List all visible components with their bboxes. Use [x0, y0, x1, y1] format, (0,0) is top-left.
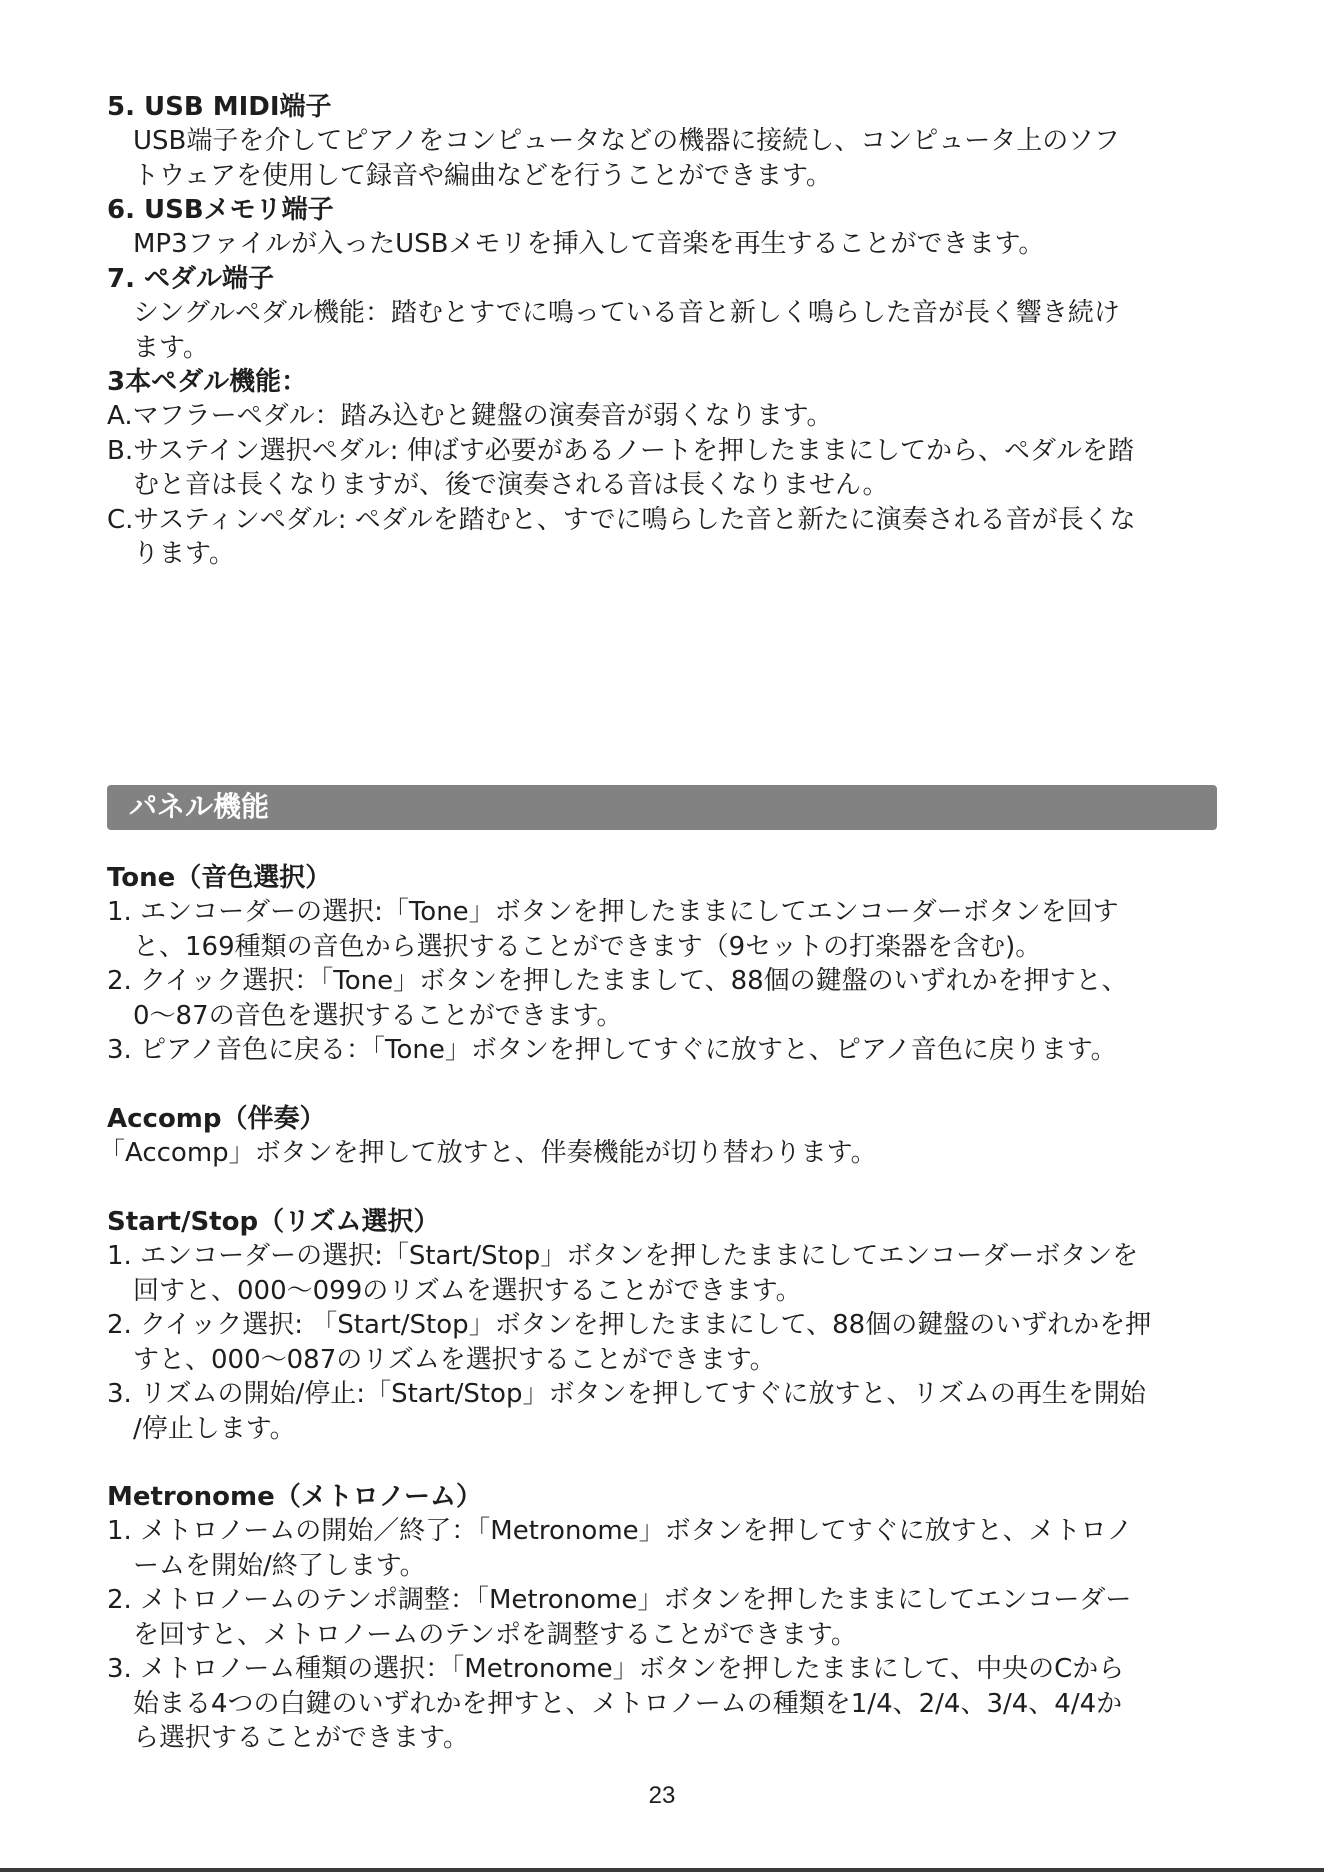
- pedal-item-c-continued: ります。: [133, 539, 235, 569]
- panel-functions-banner: [107, 785, 1217, 830]
- section-usb-memory: [107, 193, 1217, 262]
- body-line: トウェアを使用して録音や編曲などを行うことができます。: [133, 160, 832, 191]
- body-line: ます。: [133, 332, 209, 363]
- section-heading: 7. ペダル端子: [107, 264, 275, 294]
- body-line: USB端子を介してピアノをコンピュータなどの機器に接続し、コンピュータ上のソフ: [133, 126, 1120, 156]
- section-heading: 5. USB MIDI端子: [107, 92, 332, 122]
- body-line: 2. メトロノームのテンポ調整：「Metronome」ボタンを押したままにしてエンコーダー: [107, 1585, 1132, 1615]
- section-heading: Accomp（伴奏）: [107, 1104, 326, 1134]
- section-usb-midi: [107, 90, 1217, 193]
- body-line: 3. メトロノーム種類の選択：「Metronome」ボタンを押したままにして、中央のCから: [107, 1654, 1125, 1684]
- body-line: シングルペダル機能：踏むとすでに鳴っている音と新しく鳴らした音が長く響き続け: [133, 298, 1120, 328]
- pedal-item-b: B.サステイン選択ペダル: 伸ばす必要があるノートを押したままにしてから、ペダルを踏: [107, 435, 1134, 466]
- body-line: 2. クイック選択: 「Start/Stop」ボタンを押したままにして、88個の鍵盤のいずれかを押: [107, 1310, 1152, 1340]
- body-line: 回すと、000〜099のリズムを選択することができます。: [133, 1275, 802, 1306]
- pedal-item-b-continued: むと音は長くなりますが、後で演奏される音は長くなりません。: [133, 470, 889, 500]
- page-number: 23: [648, 1782, 676, 1809]
- section-heading: 3本ペダル機能：: [107, 367, 308, 397]
- body-line: 1. エンコーダーの選択:「Tone」ボタンを押したままにしてエンコーダーボタンを回す: [107, 897, 1119, 927]
- pedal-item-a: A.マフラーペダル：踏み込むと鍵盤の演奏音が弱くなります。: [107, 401, 833, 431]
- section-heading: 6. USBメモリ端子: [107, 195, 334, 225]
- section-pedal: [107, 262, 1217, 365]
- body-line: ームを開始/終了します。: [133, 1550, 426, 1581]
- body-line: MP3ファイルが入ったUSBメモリを挿入して音楽を再生することができます。: [133, 229, 1045, 259]
- section-heading: Start/Stop（リズム選択）: [107, 1207, 440, 1237]
- body-line: を回すと、メトロノームのテンポを調整することができます。: [133, 1619, 857, 1650]
- section-three-pedal: [107, 365, 1217, 572]
- banner-title: パネル機能: [129, 790, 270, 823]
- body-line: 1. エンコーダーの選択:「Start/Stop」ボタンを押したままにしてエンコーダーボタンを: [107, 1241, 1139, 1271]
- section-start-stop: [107, 1205, 1217, 1446]
- body-line: ら選択することができます。: [133, 1723, 469, 1753]
- body-line: 0〜87の音色を選択することができます。: [133, 1000, 623, 1031]
- body-line: 3. ピアノ音色に戻る：「Tone」ボタンを押してすぐに放すと、ピアノ音色に戻ります。: [107, 1035, 1117, 1065]
- section-heading: Tone（音色選択）: [107, 863, 332, 893]
- section-accomp: [99, 1102, 1217, 1171]
- section-metronome: [107, 1480, 1217, 1756]
- body-line: 1. メトロノームの開始／終了：「Metronome」ボタンを押してすぐに放すと、メトロノ: [107, 1516, 1133, 1546]
- body-line: 始まる4つの白鍵のいずれかを押すと、メトロノームの種類を1/4、2/4、3/4、4/4か: [133, 1688, 1123, 1719]
- section-heading: Metronome（メトロノーム）: [107, 1482, 482, 1512]
- body-line: 「Accomp」ボタンを押して放すと、伴奏機能が切り替わります。: [99, 1138, 877, 1168]
- body-line: /停止します。: [133, 1413, 296, 1444]
- body-line: 2. クイック選択：「Tone」ボタンを押したままして、88個の鍵盤のいずれかを押すと、: [107, 966, 1128, 996]
- body-line: 3. リズムの開始/停止:「Start/Stop」ボタンを押してすぐに放すと、リズムの再生を開始: [107, 1379, 1146, 1409]
- body-line: すと、000〜087のリズムを選択することができます。: [133, 1344, 776, 1375]
- section-tone: [107, 861, 1217, 1068]
- bottom-divider: [0, 1868, 1324, 1872]
- body-line: と、169種類の音色から選択することができます（9セットの打楽器を含む)。: [133, 931, 1042, 962]
- pedal-item-c: C.サスティンペダル: ペダルを踏むと、すでに鳴らした音と新たに演奏される音が長くな: [107, 504, 1136, 535]
